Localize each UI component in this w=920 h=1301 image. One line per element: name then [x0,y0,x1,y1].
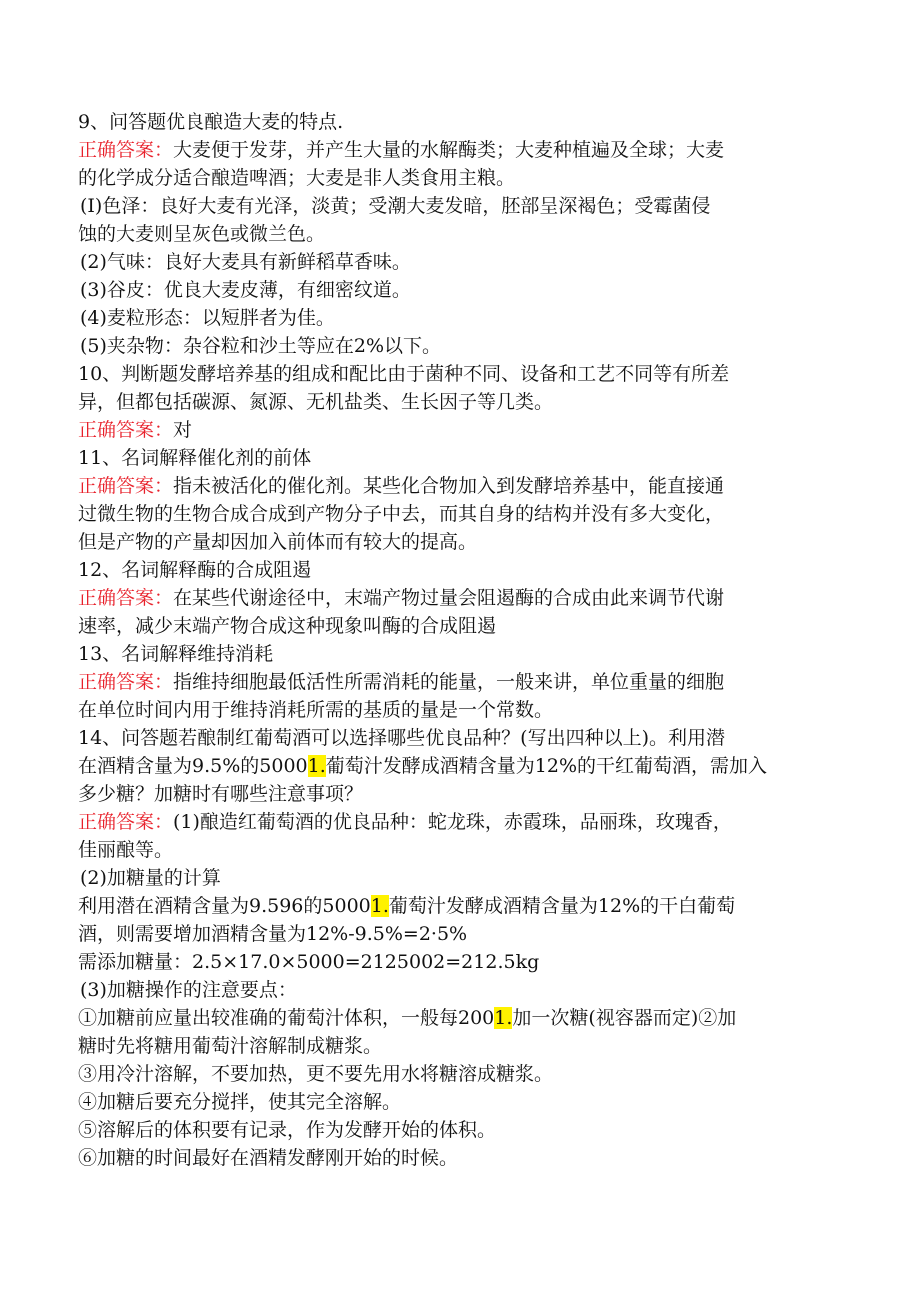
highlighted-text: 1. [494,1007,513,1029]
text-line [78,864,828,892]
line-text: ④加糖后要充分搅拌，使其完全溶解。 [78,1091,402,1113]
text-line [78,332,828,360]
text-line [78,1144,828,1172]
text-line [78,304,828,332]
line-text: 大麦便于发芽，并产生大量的水解酶类；大麦种植遍及全球；大麦 [173,139,725,161]
text-line [78,1032,828,1060]
text-line [78,752,828,780]
line-text: 指未被活化的催化剂。某些化合物加入到发酵培养基中，能直接通 [173,475,725,497]
line-text: 速率，减少末端产物合成这种现象叫酶的合成阻遏 [78,615,497,637]
line-text: 对 [173,419,193,441]
text-line [78,500,828,528]
answer-label: 正确答案： [78,419,174,441]
text-line [78,724,828,752]
line-text: 12、名词解释酶的合成阻遏 [78,559,312,581]
line-text: (I)色泽：良好大麦有光泽，淡黄；受潮大麦发暗，胚部呈深褐色；受霉菌侵 [80,195,711,217]
highlighted-text: 1. [307,755,326,777]
text-line [78,976,828,1004]
text-line [78,108,828,136]
line-text: (3)加糖操作的注意要点： [80,979,297,1001]
text-line [78,248,828,276]
text-line [78,584,828,612]
text-line [78,892,828,920]
line-text: (4)麦粒形态：以短胖者为佳。 [80,307,335,329]
text-line [78,836,828,864]
text-line [78,444,828,472]
line-text: 在单位时间内用于维持消耗所需的基质的量是一个常数。 [78,699,554,721]
text-line [78,780,828,808]
line-text: 蚀的大麦则呈灰色或微兰色。 [78,223,326,245]
text-line [78,920,828,948]
text-line [78,612,828,640]
line-text: 的化学成分适合酿造啤酒；大麦是非人类食用主粮。 [78,167,516,189]
line-text: 佳丽酿等。 [78,839,174,861]
line-text: 需添加糖量：2.5×17.0×5000=2125002=212.5kg [78,951,540,973]
text-line [78,1004,828,1032]
line-text: 9、问答题优良酿造大麦的特点. [78,111,344,133]
line-text: 在某些代谢途径中，末端产物过量会阻遏酶的合成由此来调节代谢 [173,587,725,609]
line-text: (2)加糖量的计算 [80,867,221,889]
line-text-continued: 葡萄汁发酵成酒精含量为12%的干红葡萄酒，需加入 [325,755,767,777]
text-line [78,808,828,836]
line-text: 多少糖？加糖时有哪些注意事项？ [78,783,364,805]
answer-label: 正确答案： [78,671,174,693]
line-text: 10、判断题发酵培养基的组成和配比由于菌种不同、设备和工艺不同等有所差 [78,363,730,385]
answer-label: 正确答案： [78,139,174,161]
text-line [78,136,828,164]
line-text-continued: 葡萄汁发酵成酒精含量为12%的干白葡萄 [388,895,736,917]
text-line [78,1088,828,1116]
line-text: 在酒精含量为9.5%的5000 [78,755,308,777]
text-line [78,164,828,192]
line-text: 11、名词解释催化剂的前体 [78,447,312,469]
text-line [78,276,828,304]
document-page [78,108,828,1172]
text-line [78,1060,828,1088]
line-text: 过微生物的生物合成合成到产物分子中去，而其自身的结构并没有多大变化， [78,503,725,525]
text-line [78,528,828,556]
text-line [78,696,828,724]
line-text: (1)酿造红葡萄酒的优良品种：蛇龙珠，赤霞珠，品丽珠，玫瑰香， [173,811,732,833]
text-line [78,192,828,220]
line-text: 利用潜在酒精含量为9.596的5000 [78,895,371,917]
line-text: (5)夹杂物：杂谷粒和沙土等应在2%以下。 [80,335,442,357]
line-text: ①加糖前应量出较准确的葡萄汁体积，一般每200 [78,1007,495,1029]
line-text: ③用冷汁溶解，不要加热，更不要先用水将糖溶成糖浆。 [78,1063,554,1085]
answer-label: 正确答案： [78,811,174,833]
line-text: ⑤溶解后的体积要有记录，作为发酵开始的体积。 [78,1119,497,1141]
text-line [78,220,828,248]
highlighted-text: 1. [370,895,389,917]
text-line [78,360,828,388]
text-line [78,416,828,444]
text-line [78,1116,828,1144]
line-text: 指维持细胞最低活性所需消耗的能量，一般来讲，单位重量的细胞 [173,671,725,693]
answer-label: 正确答案： [78,475,174,497]
text-line [78,948,828,976]
answer-label: 正确答案： [78,587,174,609]
line-text: (3)谷皮：优良大麦皮薄，有细密纹道。 [80,279,411,301]
text-line [78,472,828,500]
text-line [78,388,828,416]
line-text: 酒，则需要增加酒精含量为12%-9.5%=2·5% [78,923,468,945]
line-text: 异，但都包括碳源、氮源、无机盐类、生长因子等几类。 [78,391,554,413]
line-text: 13、名词解释维持消耗 [78,643,274,665]
line-text: (2)气味：良好大麦具有新鲜稻草香味。 [80,251,411,273]
text-line [78,556,828,584]
line-text: 但是产物的产量却因加入前体而有较大的提高。 [78,531,478,553]
line-text-continued: 加一次糖(视容器而定)②加 [512,1007,737,1029]
text-line [78,640,828,668]
line-text: 14、问答题若酿制红葡萄酒可以选择哪些优良品种？(写出四种以上)。利用潜 [78,727,726,749]
line-text: ⑥加糖的时间最好在酒精发酵刚开始的时候。 [78,1147,459,1169]
text-line [78,668,828,696]
line-text: 糖时先将糖用葡萄汁溶解制成糖浆。 [78,1035,383,1057]
